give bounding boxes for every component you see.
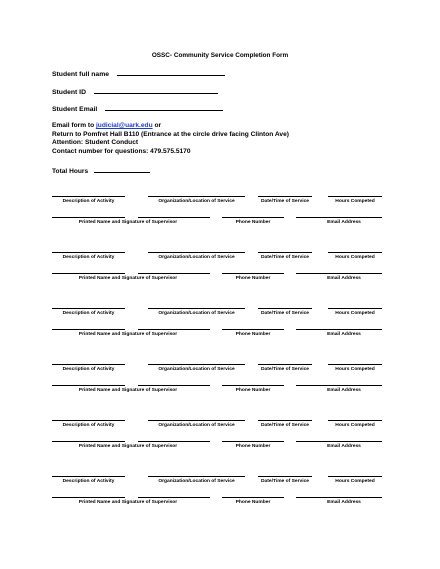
total-hours-label: Total Hours <box>52 168 89 175</box>
contact-line: Contact number for questions: 479.575.5170 <box>52 147 191 155</box>
phone-label: Phone Number <box>235 332 271 337</box>
datetime-line[interactable] <box>258 196 312 197</box>
email-prefix: Email form to <box>52 122 96 129</box>
activity-line[interactable] <box>52 308 125 309</box>
email-line[interactable] <box>296 329 382 330</box>
hours-line[interactable] <box>328 196 382 197</box>
hours-line[interactable] <box>328 420 382 421</box>
service-entry <box>0 476 440 506</box>
service-entry <box>0 364 440 394</box>
phone-label: Phone Number <box>235 500 271 505</box>
form-title: OSSC- Community Service Completion Form <box>151 52 289 59</box>
hours-line[interactable] <box>328 476 382 477</box>
datetime-line[interactable] <box>258 364 312 365</box>
organization-label: Organization/Location of Service <box>158 255 235 260</box>
supervisor-line[interactable] <box>52 329 125 330</box>
service-entry <box>0 196 440 226</box>
hours-label: Hours Competed <box>335 367 375 372</box>
email-suffix: or <box>152 122 162 129</box>
student-name-label: Student full name <box>52 71 110 78</box>
organization-label: Organization/Location of Service <box>158 199 235 204</box>
supervisor-extra-line[interactable] <box>138 329 210 330</box>
email-label: Email Address <box>327 276 361 281</box>
supervisor-extra-line[interactable] <box>138 217 210 218</box>
phone-line[interactable] <box>222 217 284 218</box>
email-line[interactable] <box>296 385 382 386</box>
hours-label: Hours Competed <box>335 255 375 260</box>
student-id-line[interactable] <box>94 87 218 94</box>
activity-label: Description of Activity <box>62 255 115 260</box>
datetime-label: Date/Time of Service <box>260 255 310 260</box>
activity-line[interactable] <box>52 252 125 253</box>
datetime-label: Date/Time of Service <box>260 311 310 316</box>
supervisor-label: Printed Name and Signature of Supervisor <box>78 444 178 449</box>
supervisor-line[interactable] <box>52 273 125 274</box>
email-label: Email Address <box>327 388 361 393</box>
return-instruction: Return to Pomfret Hall B110 (Entrance at the circle drive facing Clinton Ave) <box>52 130 289 138</box>
organization-line[interactable] <box>148 308 245 309</box>
supervisor-label: Printed Name and Signature of Supervisor <box>78 276 178 281</box>
activity-label: Description of Activity <box>62 199 115 204</box>
phone-line[interactable] <box>222 273 284 274</box>
student-name-line[interactable] <box>117 69 225 76</box>
hours-line[interactable] <box>328 252 382 253</box>
hours-line[interactable] <box>328 364 382 365</box>
datetime-label: Date/Time of Service <box>260 479 310 484</box>
hours-label: Hours Competed <box>335 479 375 484</box>
phone-label: Phone Number <box>235 220 271 225</box>
datetime-line[interactable] <box>258 420 312 421</box>
email-label: Email Address <box>327 500 361 505</box>
supervisor-extra-line[interactable] <box>138 273 210 274</box>
email-label: Email Address <box>327 332 361 337</box>
service-entry <box>0 252 440 282</box>
datetime-label: Date/Time of Service <box>260 423 310 428</box>
student-email-label: Student Email <box>52 106 98 113</box>
supervisor-line[interactable] <box>52 385 125 386</box>
email-line[interactable] <box>296 497 382 498</box>
supervisor-label: Printed Name and Signature of Supervisor <box>78 388 178 393</box>
student-name-row <box>52 69 225 78</box>
hours-label: Hours Competed <box>335 199 375 204</box>
supervisor-label: Printed Name and Signature of Supervisor <box>78 500 178 505</box>
hours-line[interactable] <box>328 308 382 309</box>
datetime-label: Date/Time of Service <box>260 367 310 372</box>
supervisor-line[interactable] <box>52 497 125 498</box>
activity-label: Description of Activity <box>62 479 115 484</box>
supervisor-extra-line[interactable] <box>138 497 210 498</box>
supervisor-extra-line[interactable] <box>138 441 210 442</box>
email-label: Email Address <box>327 444 361 449</box>
datetime-line[interactable] <box>258 476 312 477</box>
student-email-row <box>52 104 223 113</box>
organization-line[interactable] <box>148 364 245 365</box>
organization-label: Organization/Location of Service <box>158 423 235 428</box>
phone-line[interactable] <box>222 441 284 442</box>
supervisor-label: Printed Name and Signature of Supervisor <box>78 220 178 225</box>
datetime-line[interactable] <box>258 252 312 253</box>
phone-line[interactable] <box>222 385 284 386</box>
email-link[interactable]: judicial@uark.edu <box>95 122 153 129</box>
phone-label: Phone Number <box>235 444 271 449</box>
activity-line[interactable] <box>52 196 125 197</box>
service-entry <box>0 308 440 338</box>
activity-label: Description of Activity <box>62 367 115 372</box>
phone-label: Phone Number <box>235 276 271 281</box>
datetime-label: Date/Time of Service <box>260 199 310 204</box>
email-line[interactable] <box>296 273 382 274</box>
attention-line: Attention: Student Conduct <box>52 139 139 146</box>
total-hours-line[interactable] <box>94 166 150 173</box>
hours-label: Hours Competed <box>335 423 375 428</box>
phone-line[interactable] <box>222 497 284 498</box>
email-label: Email Address <box>327 220 361 225</box>
student-id-label: Student ID <box>52 89 86 96</box>
phone-label: Phone Number <box>235 388 271 393</box>
supervisor-label: Printed Name and Signature of Supervisor <box>78 332 178 337</box>
organization-line[interactable] <box>148 196 245 197</box>
organization-line[interactable] <box>148 252 245 253</box>
organization-label: Organization/Location of Service <box>158 367 235 372</box>
organization-label: Organization/Location of Service <box>158 311 235 316</box>
hours-label: Hours Competed <box>335 311 375 316</box>
activity-label: Description of Activity <box>62 423 115 428</box>
email-line[interactable] <box>296 217 382 218</box>
activity-label: Description of Activity <box>62 311 115 316</box>
organization-label: Organization/Location of Service <box>158 479 235 484</box>
organization-line[interactable] <box>148 476 245 477</box>
supervisor-extra-line[interactable] <box>138 385 210 386</box>
service-entry <box>0 420 440 450</box>
supervisor-line[interactable] <box>52 217 125 218</box>
email-instruction <box>52 122 161 130</box>
email-line[interactable] <box>296 441 382 442</box>
phone-line[interactable] <box>222 329 284 330</box>
activity-line[interactable] <box>52 420 125 421</box>
student-email-line[interactable] <box>105 104 223 111</box>
supervisor-line[interactable] <box>52 441 125 442</box>
organization-line[interactable] <box>148 420 245 421</box>
activity-line[interactable] <box>52 476 125 477</box>
total-hours-row <box>52 166 150 175</box>
student-id-row <box>52 87 218 96</box>
datetime-line[interactable] <box>258 308 312 309</box>
activity-line[interactable] <box>52 364 125 365</box>
